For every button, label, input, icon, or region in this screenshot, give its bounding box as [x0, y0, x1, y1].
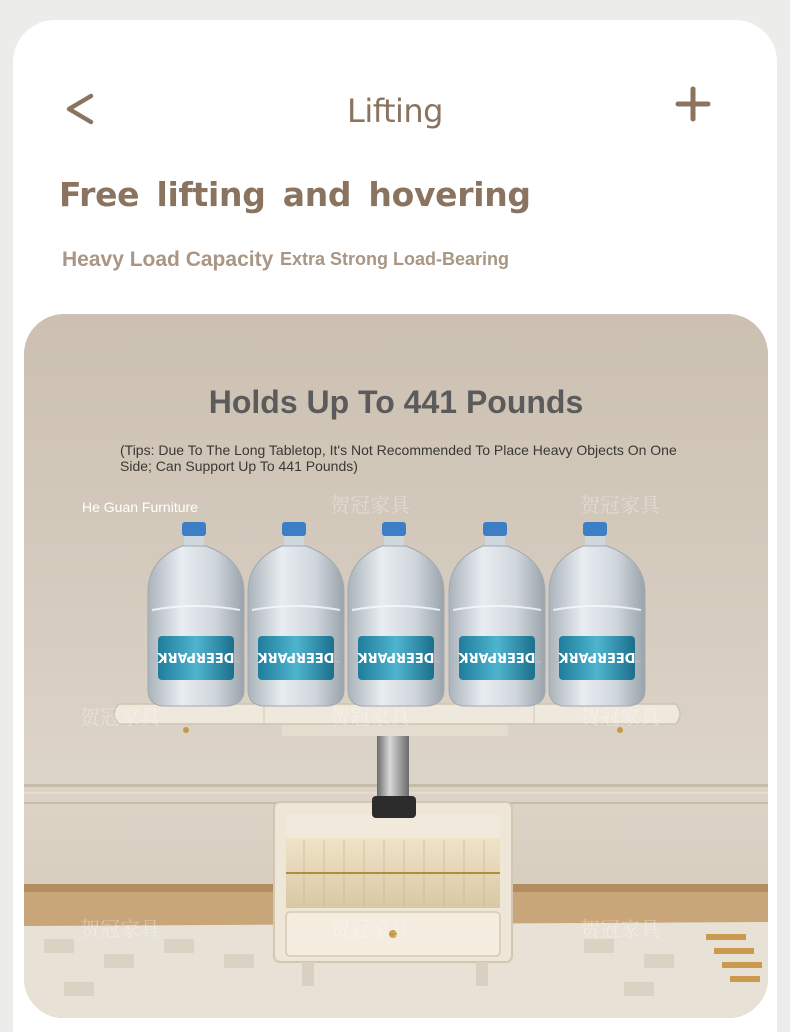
watermark: 贺冠家具	[80, 705, 160, 729]
main-card	[13, 20, 777, 1032]
water-bottle	[449, 522, 545, 706]
bottle-label: DEERPARK	[357, 649, 435, 664]
brand-label: He Guan Furniture	[82, 499, 198, 515]
water-bottle	[549, 522, 645, 706]
bottle-label: DEERPARK	[157, 649, 235, 664]
bottle-label: DEERPARK	[558, 649, 636, 664]
watermark: 贺冠家具	[330, 705, 410, 729]
product-photo	[24, 314, 768, 1018]
watermark: 贺冠家具	[580, 917, 660, 941]
tag-heavy-load: Heavy Load Capacity	[62, 248, 274, 271]
add-button[interactable]	[673, 84, 713, 124]
photo-tips: (Tips: Due To The Long Tabletop, It's Not Recommended To Place Heavy Objects On One Side; Can Support Up To 441 Pounds)	[120, 442, 677, 474]
page-title: Lifting	[347, 92, 443, 130]
plus-icon	[673, 84, 713, 124]
photo-heading: Holds Up To 441 Pounds	[208, 384, 584, 420]
watermark: 贺冠家具	[580, 705, 660, 729]
feature-headline: Free lifting and hovering	[59, 175, 531, 214]
watermark: 贺冠家具	[580, 493, 660, 517]
bottle-label: DEERPARK	[257, 649, 335, 664]
water-bottle	[248, 522, 344, 706]
watermark: 贺冠家具	[330, 493, 410, 517]
bottle-label: DEERPARK	[458, 649, 536, 664]
water-bottle	[348, 522, 444, 706]
watermark: 贺冠家具	[80, 917, 160, 941]
tag-load-bearing: Extra Strong Load-Bearing	[280, 249, 510, 269]
watermark: 贺冠家具	[330, 917, 410, 941]
water-bottle	[148, 522, 244, 706]
